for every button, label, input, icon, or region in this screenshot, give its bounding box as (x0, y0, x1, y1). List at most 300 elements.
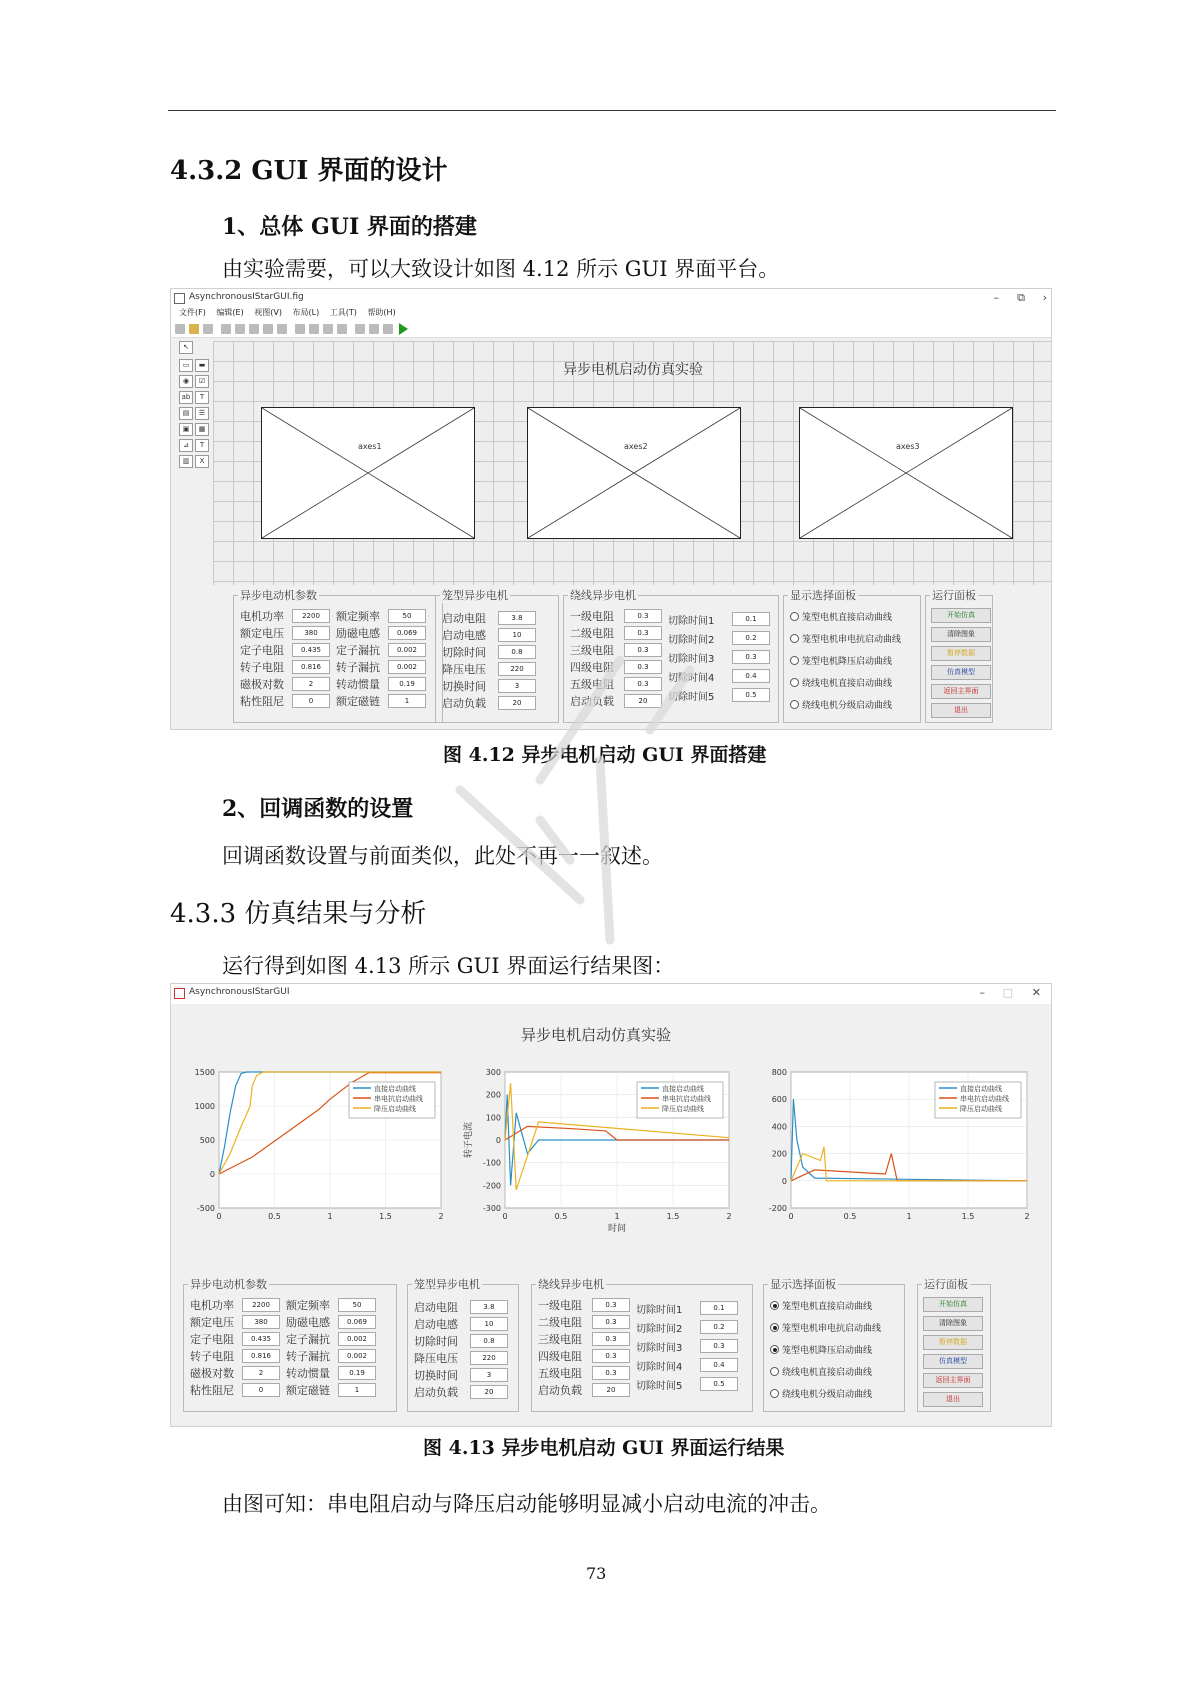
slider-icon[interactable]: ▬ (195, 359, 209, 372)
y-tick-label: 100 (485, 1113, 501, 1123)
y-tick-label: 400 (771, 1122, 787, 1132)
gui-title: 异步电机启动仿真实验 (563, 362, 703, 378)
param-label: 一级电阻 (570, 610, 614, 623)
param-label: 启动电感 (442, 629, 486, 642)
x-tick-label: 0 (788, 1212, 794, 1221)
param-label: 额定电压 (190, 1316, 234, 1329)
figure-caption-4-12: 图 4.12 异步电机启动 GUI 界面搭建 (443, 744, 767, 766)
param-label: 启动负载 (570, 695, 614, 708)
back-main-button[interactable]: 返回主界面 (923, 1373, 983, 1388)
param-label: 启动负载 (442, 697, 486, 710)
y-tick-label: 300 (485, 1068, 501, 1077)
toggle-icon[interactable]: ▣ (179, 423, 193, 436)
app-icon (174, 988, 185, 999)
cut-time-input[interactable]: 0.3 (732, 650, 770, 664)
x-axis-label: 时间 (607, 1224, 627, 1234)
y-tick-label: 500 (199, 1136, 215, 1145)
x-tick-label: 1.5 (961, 1212, 975, 1221)
display-option-label: 笼型电机直接启动曲线 (802, 613, 893, 623)
x-tick-label: 0.5 (554, 1212, 568, 1221)
param-label: 定子电阻 (190, 1333, 234, 1346)
panel-motor-params (183, 1278, 397, 1412)
param-input[interactable]: 2 (242, 1366, 280, 1380)
menu-help[interactable]: 帮助(H) (367, 308, 396, 317)
param-input[interactable]: 380 (242, 1315, 280, 1329)
cut-time-label: 切除时间2 (636, 1324, 683, 1335)
param-input[interactable]: 0.3 (624, 677, 662, 691)
y-tick-label: 800 (771, 1068, 787, 1077)
display-option[interactable] (770, 1321, 881, 1334)
param-input[interactable]: 0.3 (592, 1298, 630, 1312)
param-label: 启动电阻 (414, 1301, 458, 1314)
param-input[interactable]: 20 (592, 1383, 630, 1397)
panel-cage-motor (435, 589, 559, 723)
param-input[interactable]: 0.3 (624, 643, 662, 657)
y-tick-label: -200 (482, 1181, 501, 1191)
param-input[interactable]: 3.8 (498, 611, 536, 625)
param-input[interactable]: 0.002 (388, 660, 426, 674)
param-label: 定子电阻 (240, 644, 284, 657)
cut-time-input[interactable]: 0.2 (700, 1320, 738, 1334)
param-input[interactable]: 0.816 (242, 1349, 280, 1363)
param-input[interactable]: 0.3 (592, 1349, 630, 1363)
clear-plot-button[interactable]: 清除图象 (931, 627, 991, 642)
param-input[interactable]: 0.3 (592, 1332, 630, 1346)
y-axis-label: 转子电流 (464, 1121, 474, 1159)
legend-label: 串电抗启动曲线 (960, 1095, 1009, 1103)
panel-cage-motor (407, 1278, 519, 1412)
axes-label: axes3 (896, 442, 920, 451)
panel-wound-motor (563, 589, 779, 723)
cut-time-input[interactable]: 0.5 (700, 1377, 738, 1391)
select-tool-icon[interactable]: ↖ (179, 341, 193, 354)
param-label: 切除时间 (414, 1335, 458, 1348)
param-label: 转子电阻 (240, 661, 284, 674)
cut-time-label: 切除时间4 (668, 673, 715, 684)
exit-button[interactable]: 退出 (923, 1392, 983, 1407)
x-tick-label: 0 (216, 1212, 222, 1221)
x-tick-label: 1 (614, 1212, 620, 1221)
panel-wound-motor (531, 1278, 753, 1412)
pause-data-button[interactable]: 暂停数据 (931, 646, 991, 661)
panel-title: 异步电动机参数 (240, 589, 317, 602)
param-input[interactable]: 10 (470, 1317, 508, 1331)
display-option-label: 笼型电机串电抗启动曲线 (782, 1324, 882, 1334)
param-input[interactable]: 0 (242, 1383, 280, 1397)
menu-edit[interactable]: 编辑(E) (216, 308, 244, 317)
undo-icon[interactable] (263, 324, 273, 334)
param-input[interactable]: 0.19 (388, 677, 426, 691)
x-tick-label: 0 (502, 1212, 508, 1221)
panel-title: 运行面板 (924, 1278, 968, 1291)
legend-label: 降压启动曲线 (374, 1105, 416, 1113)
param-input[interactable]: 0 (292, 694, 330, 708)
param-input[interactable]: 0.3 (624, 609, 662, 623)
param-label: 额定频率 (286, 1299, 330, 1312)
param-label: 切换时间 (442, 680, 486, 693)
display-option[interactable] (790, 676, 892, 689)
param-label: 一级电阻 (538, 1299, 582, 1312)
param-label: 三级电阻 (538, 1333, 582, 1346)
minimize-button[interactable]: – (979, 986, 985, 999)
display-option-label: 绕线电机直接启动曲线 (802, 679, 893, 689)
panel-display-select (763, 1278, 905, 1412)
param-input[interactable]: 0.8 (498, 645, 536, 659)
close-button[interactable]: ✕ (1031, 986, 1041, 999)
param-label: 磁极对数 (240, 678, 284, 691)
display-option[interactable] (770, 1387, 872, 1400)
chart-speed (171, 1068, 461, 1234)
display-option-label: 笼型电机直接启动曲线 (782, 1302, 873, 1312)
chart-rotor-current (461, 1068, 751, 1234)
param-label: 额定频率 (336, 610, 380, 623)
param-label: 二级电阻 (538, 1316, 582, 1329)
axes-icon[interactable]: ⊿ (179, 439, 193, 452)
x-tick-label: 1.5 (666, 1212, 680, 1221)
display-option[interactable] (790, 654, 892, 667)
popup-icon[interactable]: ▤ (179, 407, 193, 420)
cut-time-label: 切除时间5 (636, 1381, 683, 1392)
radio-button[interactable] (770, 1301, 779, 1310)
back-main-button[interactable]: 返回主界面 (931, 684, 991, 699)
menu-editor-icon[interactable] (309, 324, 319, 334)
param-label: 五级电阻 (570, 678, 614, 691)
toolbar (171, 321, 1051, 338)
param-input[interactable]: 0.002 (338, 1332, 376, 1346)
y-tick-label: 600 (771, 1095, 787, 1105)
legend-label: 直接启动曲线 (374, 1085, 416, 1093)
y-tick-label: -100 (482, 1158, 501, 1168)
param-input[interactable]: 0.816 (292, 660, 330, 674)
param-input[interactable]: 380 (292, 626, 330, 640)
param-label: 启动电阻 (442, 612, 486, 625)
chart-svg (461, 1068, 751, 1234)
param-label: 四级电阻 (570, 661, 614, 674)
panel-title: 绕线异步电机 (570, 589, 636, 602)
cut-time-label: 切除时间2 (668, 635, 715, 646)
display-option[interactable] (790, 610, 892, 623)
cut-time-label: 切除时间3 (636, 1343, 683, 1354)
param-label: 启动负载 (414, 1386, 458, 1399)
legend-label: 直接启动曲线 (960, 1085, 1002, 1093)
align-icon[interactable] (295, 324, 305, 334)
param-label: 额定磁链 (286, 1384, 330, 1397)
menu-layout[interactable]: 布局(L) (292, 308, 320, 317)
window-title: AsynchronousIStarGUI.fig (189, 292, 304, 302)
static-text-icon[interactable]: T (195, 391, 209, 404)
param-input[interactable]: 0.435 (292, 643, 330, 657)
y-tick-label: 0 (209, 1170, 215, 1179)
redo-icon[interactable] (277, 324, 287, 334)
x-tick-label: 1 (327, 1212, 333, 1221)
menu-view[interactable]: 视图(V) (254, 308, 282, 317)
param-input[interactable]: 0.19 (338, 1366, 376, 1380)
y-tick-label: 0 (495, 1136, 501, 1145)
pause-data-button[interactable]: 暂停数据 (923, 1335, 983, 1350)
subsection-heading-1: 1、总体 GUI 界面的搭建 (222, 214, 477, 240)
param-input[interactable]: 3.8 (470, 1300, 508, 1314)
start-sim-button[interactable]: 开始仿真 (923, 1297, 983, 1312)
panel-title: 绕线异步电机 (538, 1278, 604, 1291)
y-tick-label: -200 (768, 1204, 787, 1213)
buttongroup-icon[interactable]: ▥ (179, 455, 193, 468)
cut-time-input[interactable]: 0.4 (700, 1358, 738, 1372)
param-label: 励磁电感 (336, 627, 380, 640)
param-label: 切换时间 (414, 1369, 458, 1382)
menu-tools[interactable]: 工具(T) (329, 308, 357, 317)
param-input[interactable]: 0.002 (388, 643, 426, 657)
param-label: 四级电阻 (538, 1350, 582, 1363)
y-tick-label: 1000 (194, 1102, 215, 1111)
chart-svg (171, 1068, 461, 1234)
panel-title: 笼型异步电机 (414, 1278, 480, 1291)
minimize-button[interactable]: – (993, 291, 999, 304)
sim-model-button[interactable]: 仿真模型 (931, 665, 991, 680)
editor-icon[interactable] (355, 324, 365, 334)
start-sim-button[interactable]: 开始仿真 (931, 608, 991, 623)
control-panels (213, 585, 1051, 729)
pushbutton-icon[interactable]: ▭ (179, 359, 193, 372)
open-icon[interactable] (189, 324, 199, 334)
radio-button[interactable] (790, 678, 799, 687)
param-label: 粘性阻尼 (190, 1384, 234, 1397)
param-input[interactable]: 2200 (242, 1298, 280, 1312)
cut-time-label: 切除时间3 (668, 654, 715, 665)
param-label: 切除时间 (442, 646, 486, 659)
param-label: 五级电阻 (538, 1367, 582, 1380)
radio-button[interactable] (770, 1345, 779, 1354)
param-input[interactable]: 50 (338, 1298, 376, 1312)
section-heading: 4.3.2 GUI 界面的设计 (170, 156, 448, 186)
section-heading-2: 4.3.3 仿真结果与分析 (170, 899, 427, 929)
param-label: 额定磁链 (336, 695, 380, 708)
param-label: 启动电感 (414, 1318, 458, 1331)
activex-icon[interactable]: X (195, 455, 209, 468)
save-icon[interactable] (203, 324, 213, 334)
param-label: 二级电阻 (570, 627, 614, 640)
radio-button[interactable] (790, 612, 799, 621)
cut-time-input[interactable]: 0.2 (732, 631, 770, 645)
display-option-label: 绕线电机分级启动曲线 (802, 701, 893, 711)
display-option[interactable] (790, 632, 901, 645)
listbox-icon[interactable]: ☰ (195, 407, 209, 420)
edit-text-icon[interactable]: ab (179, 391, 193, 404)
param-input[interactable]: 20 (624, 694, 662, 708)
cut-time-input[interactable]: 0.3 (700, 1339, 738, 1353)
x-tick-label: 2 (438, 1212, 444, 1221)
run-icon[interactable] (399, 323, 408, 335)
page-number: 73 (586, 1564, 607, 1583)
display-option-label: 绕线电机直接启动曲线 (782, 1368, 873, 1378)
legend-label: 直接启动曲线 (662, 1085, 704, 1093)
param-label: 降压电压 (442, 663, 486, 676)
panel-motor-params (233, 589, 443, 723)
axes-placeholder-1[interactable] (261, 407, 475, 539)
x-tick-label: 1.5 (379, 1212, 392, 1221)
param-input[interactable]: 0.3 (624, 660, 662, 674)
param-input[interactable]: 0.002 (338, 1349, 376, 1363)
param-input[interactable]: 10 (498, 628, 536, 642)
cut-time-input[interactable]: 0.4 (732, 669, 770, 683)
axes-placeholder-2[interactable] (527, 407, 741, 539)
param-label: 励磁电感 (286, 1316, 330, 1329)
param-input[interactable]: 2200 (292, 609, 330, 623)
param-input[interactable]: 220 (470, 1351, 508, 1365)
y-tick-label: -300 (482, 1204, 501, 1213)
param-input[interactable]: 20 (498, 696, 536, 710)
panel-icon[interactable]: T (195, 439, 209, 452)
y-tick-label: -500 (196, 1204, 215, 1213)
exit-button[interactable]: 退出 (931, 703, 991, 718)
param-label: 电机功率 (190, 1299, 234, 1312)
x-tick-label: 0.5 (843, 1212, 857, 1221)
param-label: 定子漏抗 (286, 1333, 330, 1346)
figure-caption-4-13: 图 4.13 异步电机启动 GUI 界面运行结果 (423, 1437, 785, 1459)
legend-label: 降压启动曲线 (662, 1105, 704, 1113)
display-option-label: 笼型电机降压启动曲线 (802, 657, 893, 667)
table-icon[interactable]: ▦ (195, 423, 209, 436)
x-tick-label: 1 (906, 1212, 912, 1221)
x-tick-label: 2 (726, 1212, 732, 1221)
toolbar-editor-icon[interactable] (337, 324, 347, 334)
radio-icon[interactable]: ◉ (179, 375, 193, 388)
display-option[interactable] (790, 698, 892, 711)
param-label: 转子漏抗 (336, 661, 380, 674)
param-input[interactable]: 0.069 (338, 1315, 376, 1329)
cut-time-label: 切除时间1 (636, 1305, 683, 1316)
cut-time-label: 切除时间4 (636, 1362, 683, 1373)
clear-plot-button[interactable]: 清除图象 (923, 1316, 983, 1331)
legend-label: 降压启动曲线 (960, 1105, 1002, 1113)
menu-bar (171, 307, 1051, 321)
tab-order-icon[interactable] (323, 324, 333, 334)
window-titlebar (171, 289, 1051, 307)
param-input[interactable]: 0.3 (592, 1366, 630, 1380)
param-input[interactable]: 20 (470, 1385, 508, 1399)
app-icon (174, 293, 185, 304)
display-option-label: 绕线电机分级启动曲线 (782, 1390, 873, 1400)
paragraph-4: 由图可知：串电阻启动与降压启动能够明显减小启动电流的冲击。 (222, 1492, 831, 1516)
cut-time-input[interactable]: 0.5 (732, 688, 770, 702)
radio-button[interactable] (790, 700, 799, 709)
param-input[interactable]: 50 (388, 609, 426, 623)
radio-button[interactable] (790, 634, 799, 643)
radio-button[interactable] (770, 1389, 779, 1398)
paragraph-1: 由实验需要，可以大致设计如图 4.12 所示 GUI 界面平台。 (222, 257, 780, 281)
y-tick-label: 0 (781, 1176, 787, 1186)
chart-torque (751, 1068, 1051, 1234)
param-input[interactable]: 220 (498, 662, 536, 676)
y-tick-label: 200 (771, 1149, 787, 1159)
axes-placeholder-3[interactable] (799, 407, 1013, 539)
param-input[interactable]: 0.069 (388, 626, 426, 640)
window-title: AsynchronousIStarGUI (189, 987, 290, 997)
param-input[interactable]: 3 (470, 1368, 508, 1382)
maximize-button[interactable]: ⧉ (1017, 291, 1025, 304)
checkbox-icon[interactable]: ☑ (195, 375, 209, 388)
panel-title: 异步电动机参数 (190, 1278, 267, 1291)
param-label: 电机功率 (240, 610, 284, 623)
panel-title: 运行面板 (932, 589, 976, 602)
cut-icon[interactable] (221, 324, 231, 334)
param-input[interactable]: 1 (338, 1383, 376, 1397)
display-option-label: 笼型电机串电抗启动曲线 (802, 635, 902, 645)
param-input[interactable]: 0.8 (470, 1334, 508, 1348)
inspector-icon[interactable] (369, 324, 379, 334)
display-option[interactable] (770, 1343, 872, 1356)
panel-title: 显示选择面板 (770, 1278, 836, 1291)
param-input[interactable]: 0.3 (624, 626, 662, 640)
figure-4-12 (170, 288, 1052, 730)
chart-svg (751, 1068, 1051, 1234)
browser-icon[interactable] (383, 324, 393, 334)
legend-label: 串电抗启动曲线 (662, 1095, 711, 1103)
param-label: 转动惯量 (336, 678, 380, 691)
copy-icon[interactable] (235, 324, 245, 334)
axes-label: axes2 (624, 442, 648, 451)
param-input[interactable]: 0.3 (592, 1315, 630, 1329)
paste-icon[interactable] (249, 324, 259, 334)
maximize-button[interactable]: □ (1002, 986, 1013, 999)
x-tick-label: 0.5 (268, 1212, 281, 1221)
close-button[interactable]: › (1042, 291, 1047, 304)
param-input[interactable]: 0.435 (242, 1332, 280, 1346)
panel-title: 显示选择面板 (790, 589, 856, 602)
panel-run (925, 589, 993, 723)
param-input[interactable]: 1 (388, 694, 426, 708)
param-input[interactable]: 3 (498, 679, 536, 693)
param-label: 定子漏抗 (336, 644, 380, 657)
panel-title: 笼型异步电机 (442, 589, 508, 602)
param-label: 粘性阻尼 (240, 695, 284, 708)
panel-run (917, 1278, 991, 1412)
subsection-heading-2: 2、回调函数的设置 (222, 796, 414, 822)
menu-file[interactable]: 文件(F) (179, 308, 206, 317)
display-option[interactable] (770, 1365, 872, 1378)
cut-time-input[interactable]: 0.1 (732, 612, 770, 626)
display-option-label: 笼型电机降压启动曲线 (782, 1346, 873, 1356)
param-label: 三级电阻 (570, 644, 614, 657)
param-label: 磁极对数 (190, 1367, 234, 1380)
figure-4-13 (170, 983, 1052, 1427)
param-label: 启动负载 (538, 1384, 582, 1397)
display-option[interactable] (770, 1299, 872, 1312)
cut-time-label: 切除时间1 (668, 616, 715, 627)
control-panels (171, 1272, 1051, 1426)
paragraph-3: 运行得到如图 4.13 所示 GUI 界面运行结果图： (222, 954, 675, 978)
param-input[interactable]: 2 (292, 677, 330, 691)
param-label: 转子电阻 (190, 1350, 234, 1363)
cut-time-label: 切除时间5 (668, 692, 715, 703)
header-rule (168, 110, 1056, 111)
window-titlebar (171, 984, 1051, 1004)
radio-button[interactable] (770, 1323, 779, 1332)
radio-button[interactable] (790, 656, 799, 665)
cut-time-input[interactable]: 0.1 (700, 1301, 738, 1315)
paragraph-2: 回调函数设置与前面类似，此处不再一一叙述。 (222, 844, 663, 868)
param-label: 降压电压 (414, 1352, 458, 1365)
param-label: 额定电压 (240, 627, 284, 640)
param-label: 转动惯量 (286, 1367, 330, 1380)
new-icon[interactable] (175, 324, 185, 334)
radio-button[interactable] (770, 1367, 779, 1376)
sim-model-button[interactable]: 仿真模型 (923, 1354, 983, 1369)
y-tick-label: 1500 (194, 1068, 215, 1077)
legend-label: 串电抗启动曲线 (374, 1095, 423, 1103)
param-label: 转子漏抗 (286, 1350, 330, 1363)
axes-label: axes1 (358, 442, 382, 451)
panel-display-select (783, 589, 921, 723)
